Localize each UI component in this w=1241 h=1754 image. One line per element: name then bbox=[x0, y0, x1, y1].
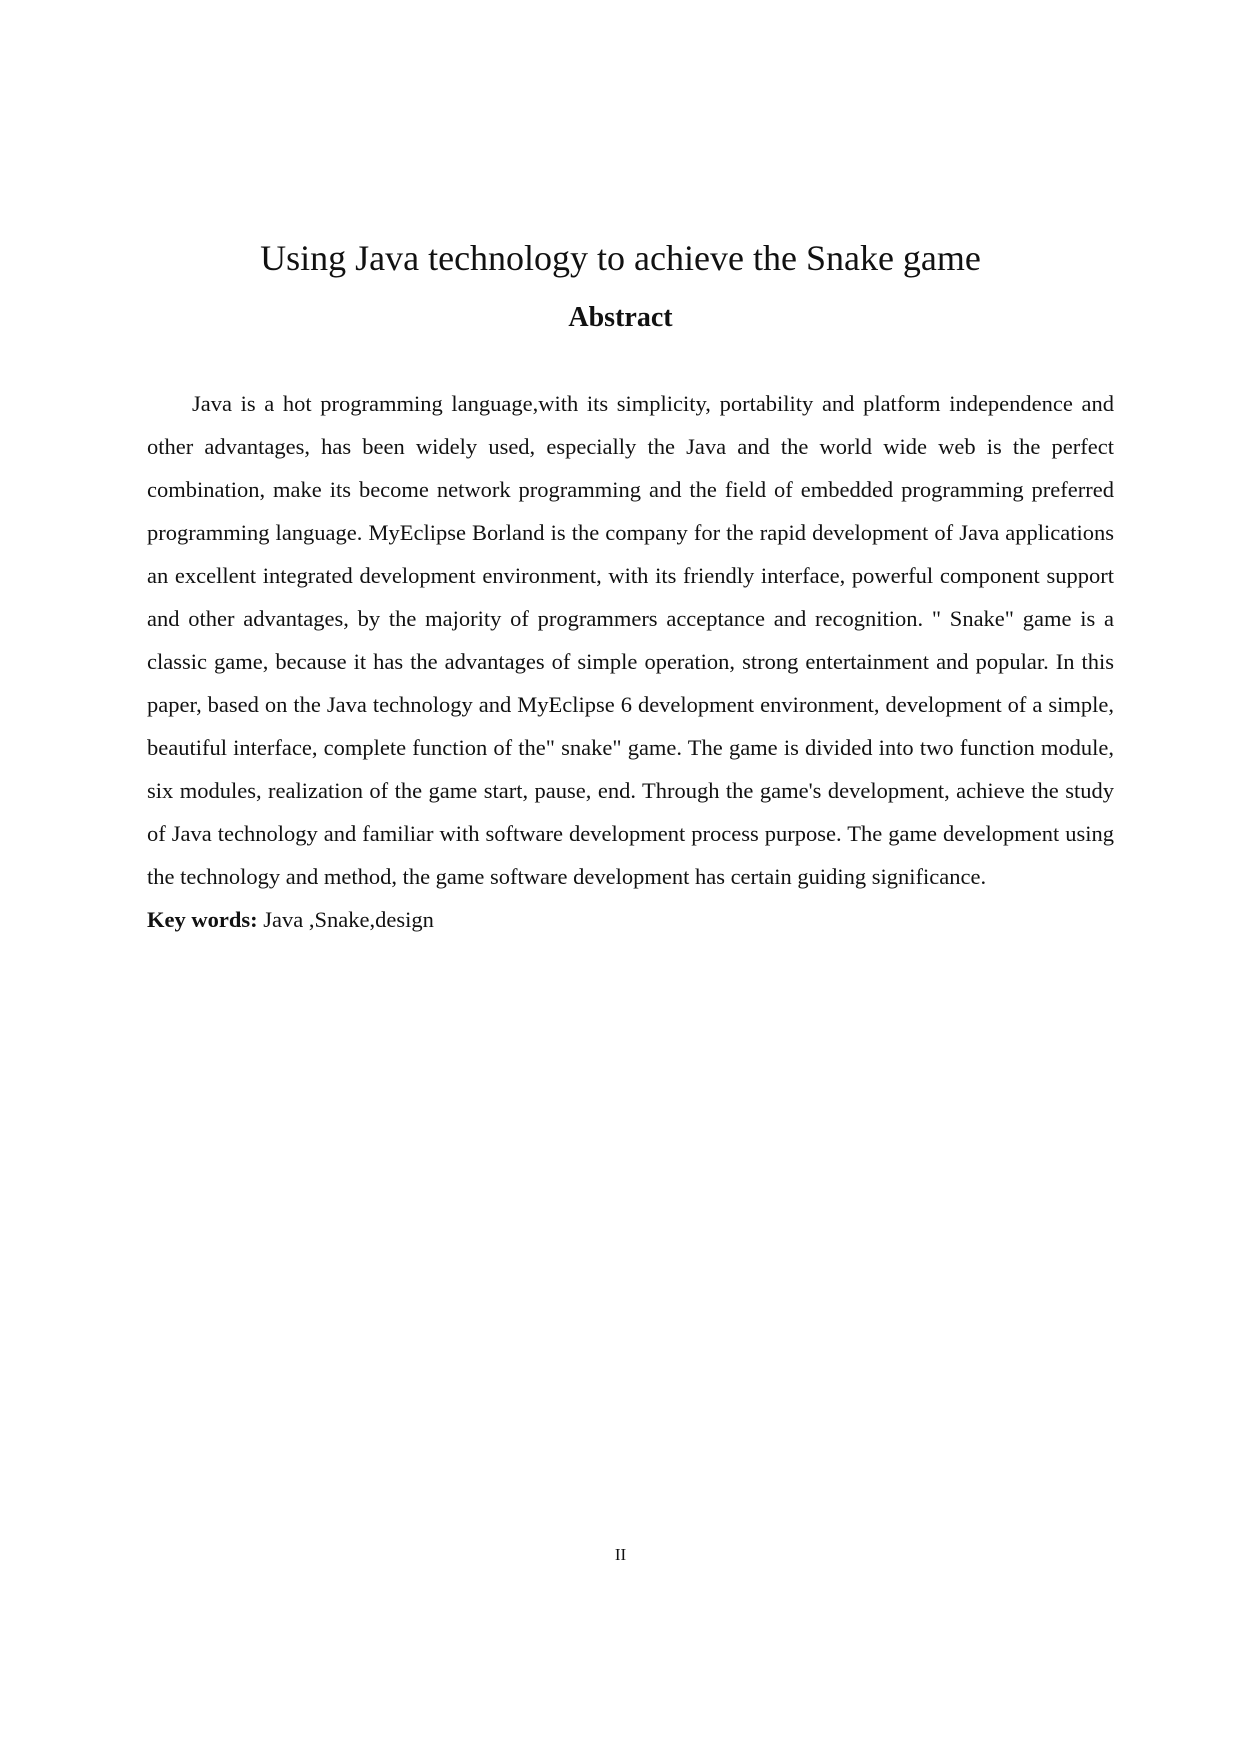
keywords-line bbox=[147, 898, 1114, 941]
keywords-label: Key words: bbox=[147, 907, 258, 932]
keywords-value: Java ,Snake,design bbox=[263, 907, 434, 932]
page-number: II bbox=[614, 1545, 627, 1564]
abstract-heading: Abstract bbox=[568, 302, 673, 333]
abstract-body bbox=[147, 382, 1114, 941]
document-title: Using Java technology to achieve the Snake game bbox=[260, 238, 981, 278]
abstract-paragraph: Java is a hot programming language,with its simplicity, portability and platform independence and other advantages, has been widely used, especially the Java and the world wide web is the perfect combination, make its become network programming and the field of embedded programming preferred programming language. MyEclipse Borland is the company for the rapid development of Java applications an excellent integrated development environment, with its friendly interface, powerful component support and other advantages, by the majority of programmers acceptance and recognition. " Snake" game is a classic game, because it has the advantages of simple operation, strong entertainment and popular. In this paper, based on the Java technology and MyEclipse 6 development environment, development of a simple, beautiful interface, complete function of the" snake" game. The game is divided into two function module, six modules, realization of the game start, pause, end. Through the game's development, achieve the study of Java technology and familiar with software development process purpose. The game development using the technology and method, the game software development has certain guiding significance. bbox=[147, 391, 1114, 889]
